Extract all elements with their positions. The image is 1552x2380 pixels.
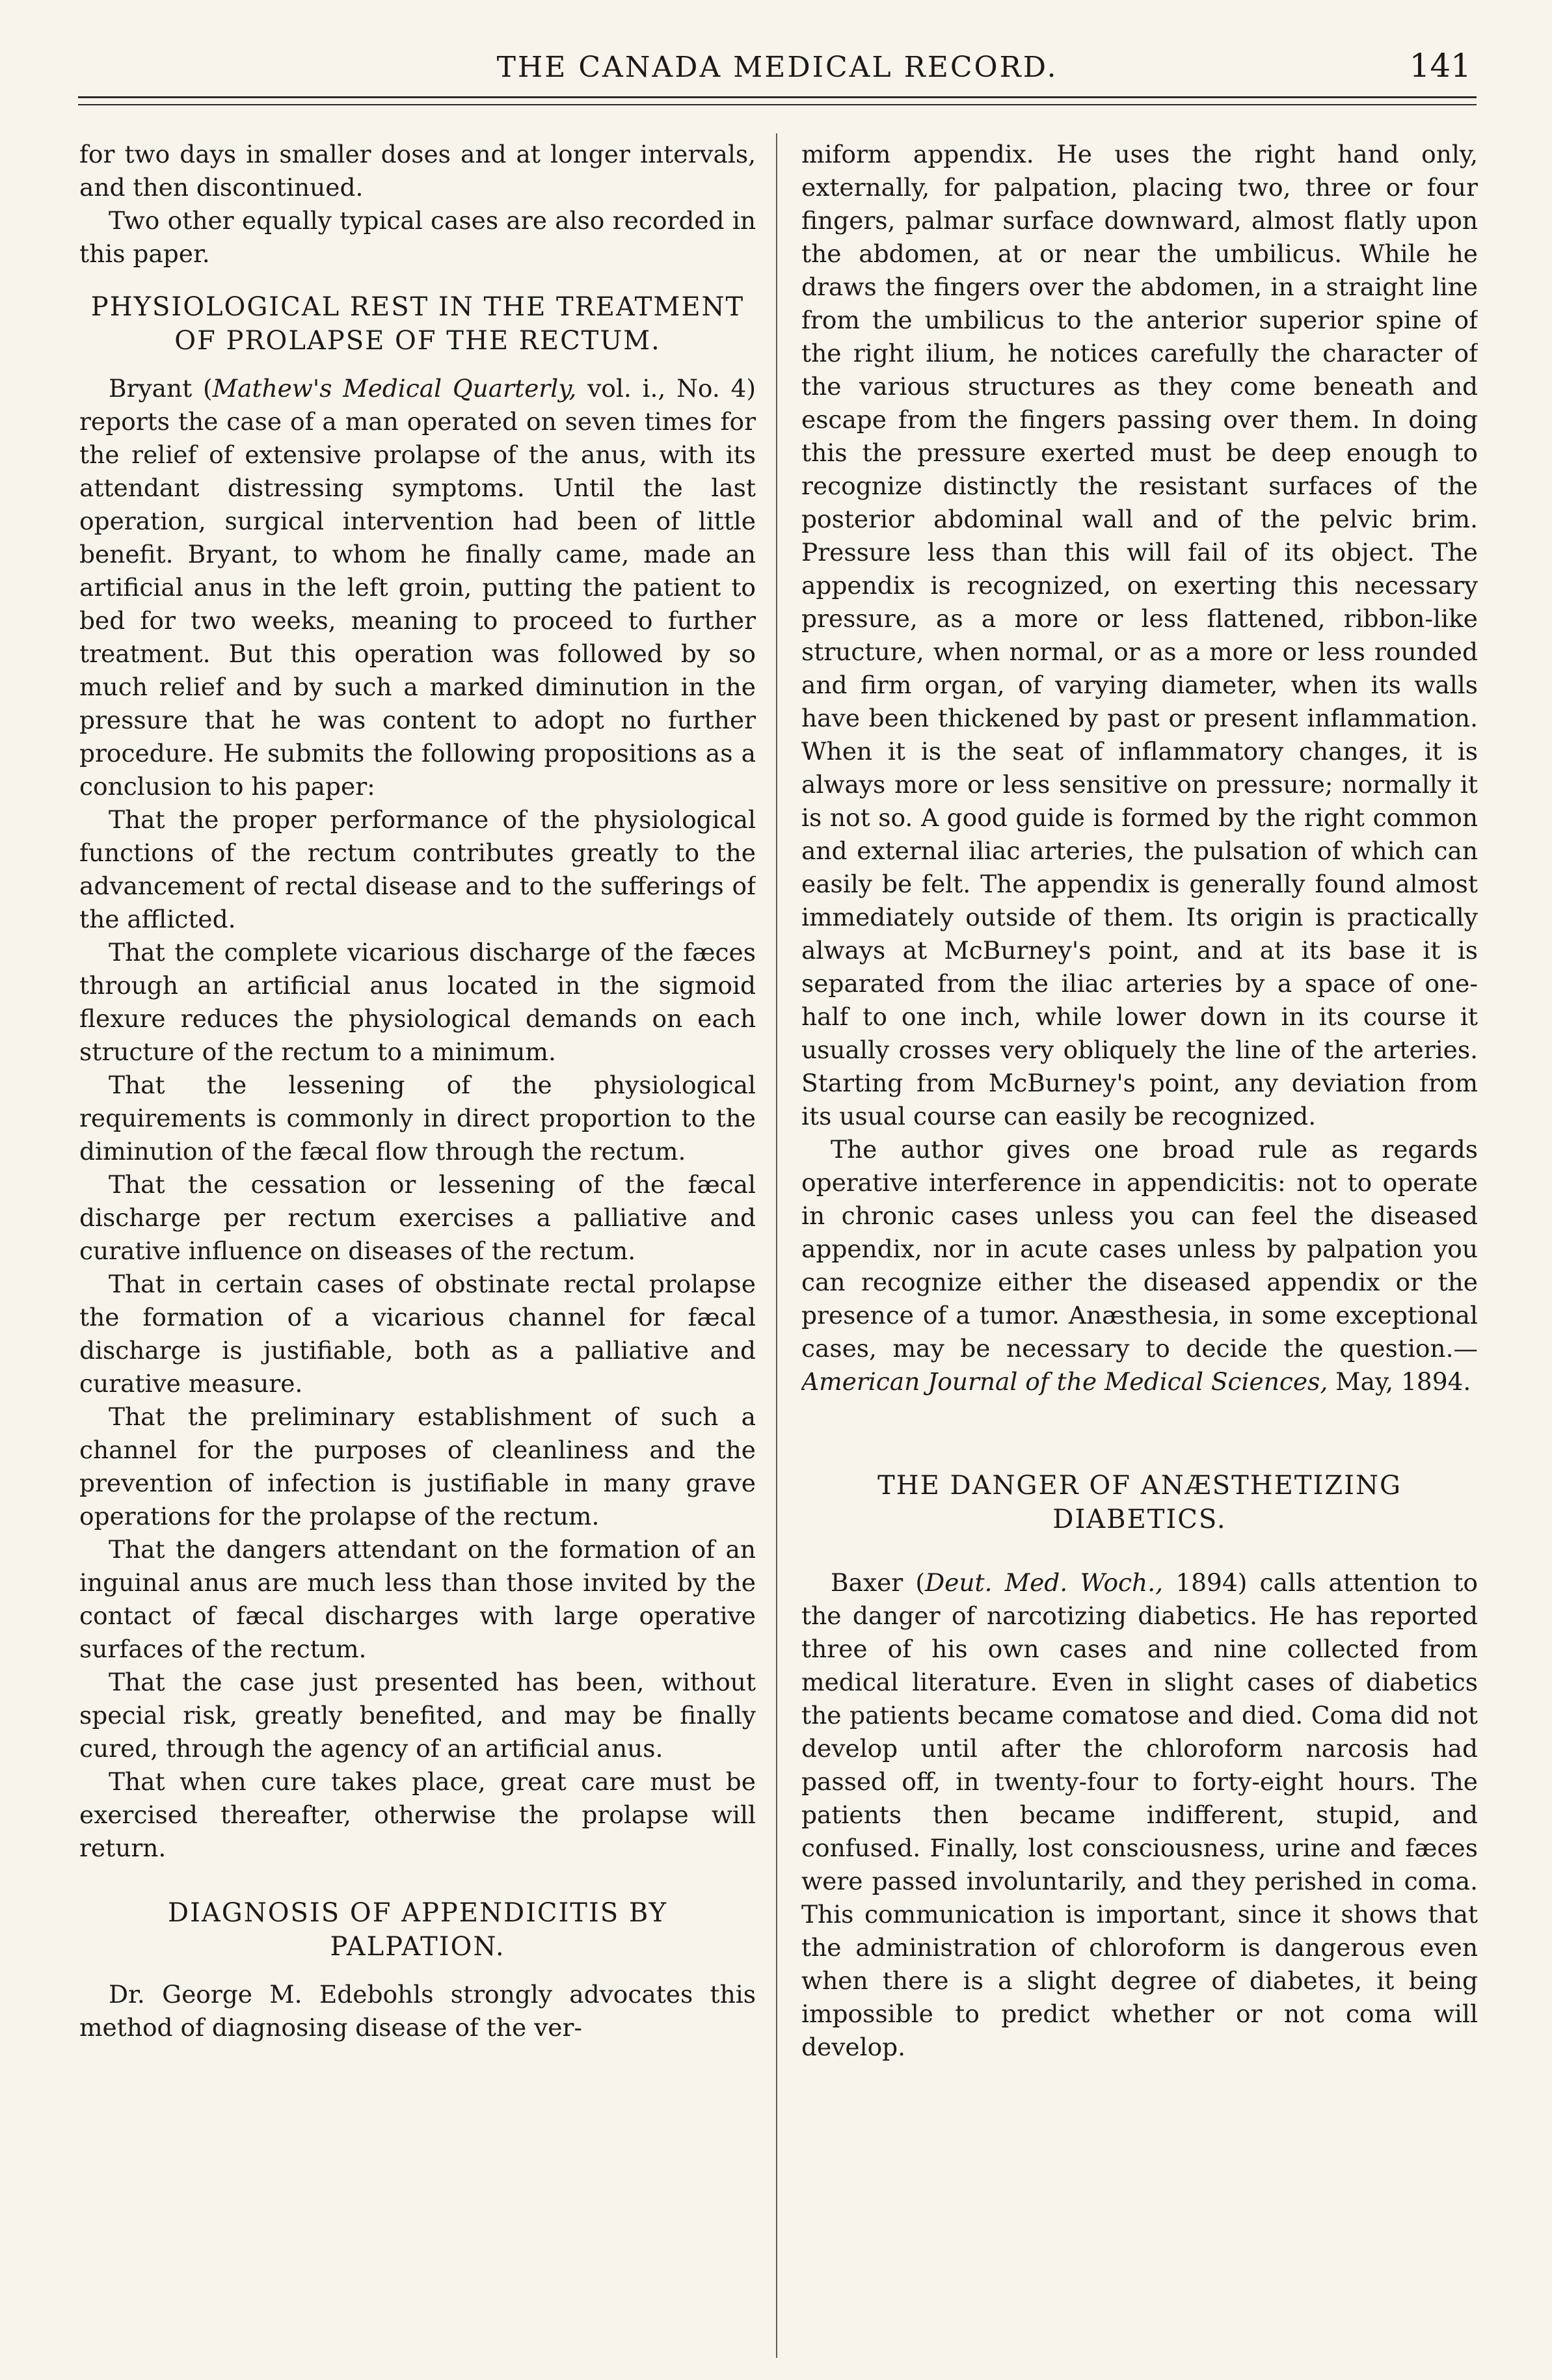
paragraph-broad-rule — [801, 1133, 1478, 1398]
baxer-text-rest: 1894) calls attention to the danger of narcotizing diabetics. He has reported three of his own cases and nine collected from medical literature. Even in slight cases of diabetics the patients became comatose and died. Coma did not develop until after the chloroform narcosis had passed off, in twenty-four to forty-eight hours. The patients then became indifferent, stupid, and confused. Finally, lost consciousness, urine and fæces were passed involuntarily, and they perished in coma. This communication is important, since it shows that the administration of chloroform is dangerous even when there is a slight degree of diabetes, it being impossible to predict whether or not coma will develop. — [801, 1568, 1478, 2061]
paragraph-edebohls: Dr. George M. Edebohls strongly advocates this method of diagnosing disease of the ver- — [79, 1980, 756, 2042]
paragraph-bryant — [79, 372, 756, 803]
paragraph-intro-continued: for two days in smaller doses and at longer intervals, and then discontinued. — [79, 140, 756, 202]
proposition-1: That the proper performance of the physiological functions of the rectum contributes greatly to the advancement of rectal disease and to the sufferings of the afflicted. — [79, 805, 756, 933]
proposition-9: That when cure takes place, great care must be exercised thereafter, otherwise the prolapse will return. — [79, 1767, 756, 1862]
heading-physiological-rest: PHYSIOLOGICAL REST IN THE TREATMENT OF PROLAPSE OF THE RECTUM. — [90, 292, 745, 356]
running-title: THE CANADA MEDICAL RECORD. — [496, 51, 1058, 84]
bryant-text-start: Bryant ( — [109, 374, 213, 403]
proposition-6: That the preliminary establishment of such a channel for the purposes of cleanliness and the prevention of infection is justifiable in many grave operations for the prolapse of the rectum. — [79, 1402, 756, 1531]
proposition-7: That the dangers attendant on the formation of an inguinal anus are much less than those invited by the contact of fæcal discharges with large operative surfaces of the rectum. — [79, 1535, 756, 1663]
column-divider — [776, 133, 777, 2358]
rule-text: The author gives one broad rule as regards operative interference in appendicitis: not to operate in chronic cases unless you can feel the diseased appendix, nor in acute cases unless by palpation you can recognize either the diseased appendix or the presence of a tumor. Anæsthesia, in some exceptional cases, may be necessary to decide the question.— — [801, 1135, 1478, 1363]
header-rule-top — [78, 96, 1477, 98]
paragraph-other-cases: Two other equally typical cases are also recorded in this paper. — [79, 206, 756, 268]
bryant-text-rest: vol. i., No. 4) reports the case of a man operated on seven times for the relief of extensive prolapse of the anus, with its attendant distressing symptoms. Until the last operation, surgical intervention had been of little benefit. Bryant, to whom he finally came, made an artificial anus in the left groin, putting the patient to bed for two weeks, meaning to proceed to further treatment. But this operation was followed by so much relief and by such a marked diminution in the pressure that he was content to adopt no further procedure. He submits the following propositions as a conclusion to his paper: — [79, 374, 756, 801]
baxer-text-start: Baxer ( — [831, 1568, 926, 1597]
heading-diagnosis-appendicitis: DIAGNOSIS OF APPENDICITIS BY PALPATION. — [168, 1898, 667, 1962]
proposition-8: That the case just presented has been, without special risk, greatly benefited, and may be finally cured, through the agency of an artificial anus. — [79, 1668, 756, 1763]
header-rule-bottom — [78, 104, 1477, 105]
bryant-citation: Mathew's Medical Quarterly, — [212, 374, 577, 403]
page-number: 141 — [1409, 47, 1471, 85]
right-column — [801, 138, 1478, 2369]
left-column — [79, 138, 756, 2369]
page-header — [78, 39, 1477, 91]
proposition-3: That the lessening of the physiological requirements is commonly in direct proportion to the diminution of the fæcal flow through the rectum. — [79, 1071, 756, 1166]
paragraph-baxer — [801, 1566, 1478, 2064]
heading-danger-anaesthetizing: THE DANGER OF ANÆSTHETIZING DIABETICS. — [877, 1471, 1402, 1534]
proposition-4: That the cessation or lessening of the fæcal discharge per rectum exercises a palliative and curative influence on diseases of the rectum. — [79, 1170, 756, 1265]
rule-date: May, 1894. — [1328, 1367, 1471, 1396]
rule-citation: American Journal of the Medical Sciences, — [801, 1367, 1328, 1396]
paragraph-palpation-continued: miform appendix. He uses the right hand only, externally, for palpation, placing two, three or four fingers, palmar surface downward, almost flatly upon the abdomen, at or near the umbilicus. While he draws the fingers over the abdomen, in a straight line from the umbilicus to the anterior superior spine of the right ilium, he notices carefully the character of the various structures as they come beneath and escape from the fingers passing over them. In doing this the pressure exerted must be deep enough to recognize distinctly the resistant surfaces of the posterior abdominal wall and of the pelvic brim. Pressure less than this will fail of its object. The appendix is recognized, on exerting this necessary pressure, as a more or less flattened, ribbon-like structure, when normal, or as a more or less rounded and firm organ, of varying diameter, when its walls have been thickened by past or present inflammation. When it is the seat of inflammatory changes, it is always more or less sensitive on pressure; normally it is not so. A good guide is formed by the right common and external iliac arteries, the pulsation of which can easily be felt. The appendix is generally found almost immediately outside of them. Its origin is practically always at McBurney's point, and at its base it is separated from the iliac arteries by a space of one-half to one inch, while lower down in its course it usually crosses very obliquely the line of the arteries. Starting from McBurney's point, any deviation from its usual course can easily be recognized. — [801, 140, 1478, 1130]
proposition-2: That the complete vicarious discharge of the fæces through an artificial anus located in the sigmoid flexure reduces the physiological demands on each structure of the rectum to a minimum. — [79, 938, 756, 1066]
proposition-5: That in certain cases of obstinate rectal prolapse the formation of a vicarious channel for fæcal discharge is justifiable, both as a palliative and curative measure. — [79, 1270, 756, 1398]
baxer-citation: Deut. Med. Woch., — [925, 1568, 1164, 1597]
